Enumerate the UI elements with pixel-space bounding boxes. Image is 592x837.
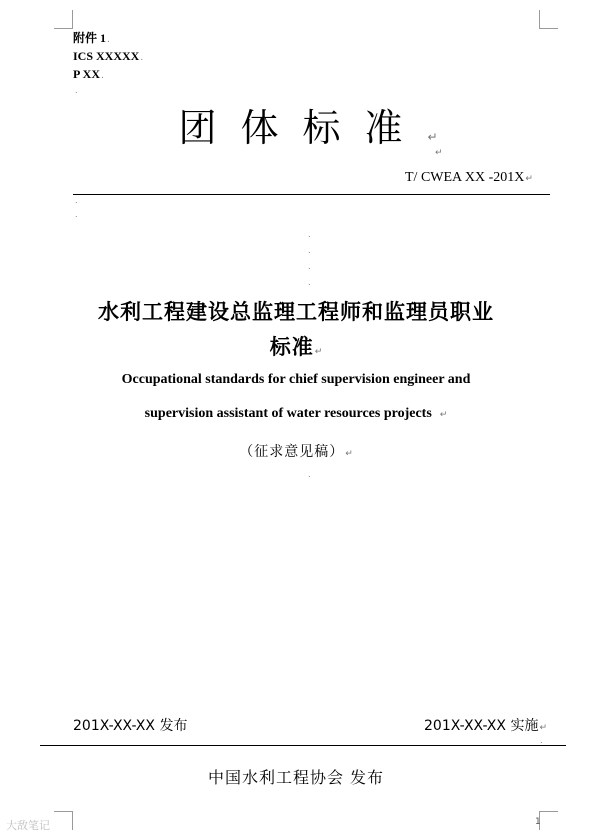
crop-mark-bottom-right — [539, 811, 558, 830]
empty-paragraph-mark: . — [308, 278, 311, 287]
empty-paragraph-mark: . — [308, 246, 311, 255]
attachment-label: 附件 1. — [73, 31, 110, 45]
paragraph-mark: ↵ — [427, 130, 438, 144]
empty-paragraph-mark: . — [75, 86, 78, 95]
empty-paragraph-mark: . — [75, 196, 78, 205]
watermark: 大敌笔记 — [6, 819, 50, 832]
crop-mark-top-left — [54, 10, 73, 29]
standard-code: T/ CWEA XX -201X↵ — [405, 170, 533, 185]
publisher: 中国水利工程协会 发布 — [207, 768, 385, 787]
crop-mark-top-right — [539, 10, 558, 29]
page-number: 1 — [535, 817, 541, 827]
footer-divider — [40, 745, 566, 746]
ics-code: ICS XXXXX. — [73, 49, 144, 63]
title-chinese-line-1: 水利工程建设总监理工程师和监理员职业 — [98, 300, 494, 324]
paragraph-mark: ↵ — [314, 347, 323, 357]
issue-date: 201X-XX-XX 发布 — [73, 718, 188, 734]
paragraph-mark: . — [107, 35, 110, 45]
draft-label: （征求意见稿）↵ — [239, 444, 353, 460]
paragraph-mark: ↵ — [439, 410, 448, 420]
p-code: P XX. — [73, 67, 104, 81]
document-type-title: 团体标准↵ — [178, 106, 438, 150]
empty-paragraph-mark: . — [308, 470, 311, 479]
paragraph-mark: . — [101, 71, 104, 81]
title-english-line-1: Occupational standards for chief supervision engineer and — [121, 372, 471, 387]
title-english-line-2: supervision assistant of water resources projects ↵ — [144, 406, 448, 421]
empty-paragraph-mark: . — [540, 736, 543, 745]
paragraph-mark: ↵ — [525, 174, 533, 184]
title-chinese-line-2: 标准↵ — [269, 335, 323, 359]
header-divider — [73, 194, 550, 195]
paragraph-mark: ↵ — [345, 449, 353, 459]
paragraph-mark: ↵ — [539, 723, 547, 733]
paragraph-mark: ↵ — [435, 148, 443, 158]
crop-mark-bottom-left — [54, 811, 73, 830]
effective-date: 201X-XX-XX 实施↵ — [424, 718, 547, 734]
empty-paragraph-mark: . — [75, 210, 78, 219]
empty-paragraph-mark: . — [308, 262, 311, 271]
empty-paragraph-mark: . — [308, 230, 311, 239]
paragraph-mark: . — [140, 53, 144, 63]
